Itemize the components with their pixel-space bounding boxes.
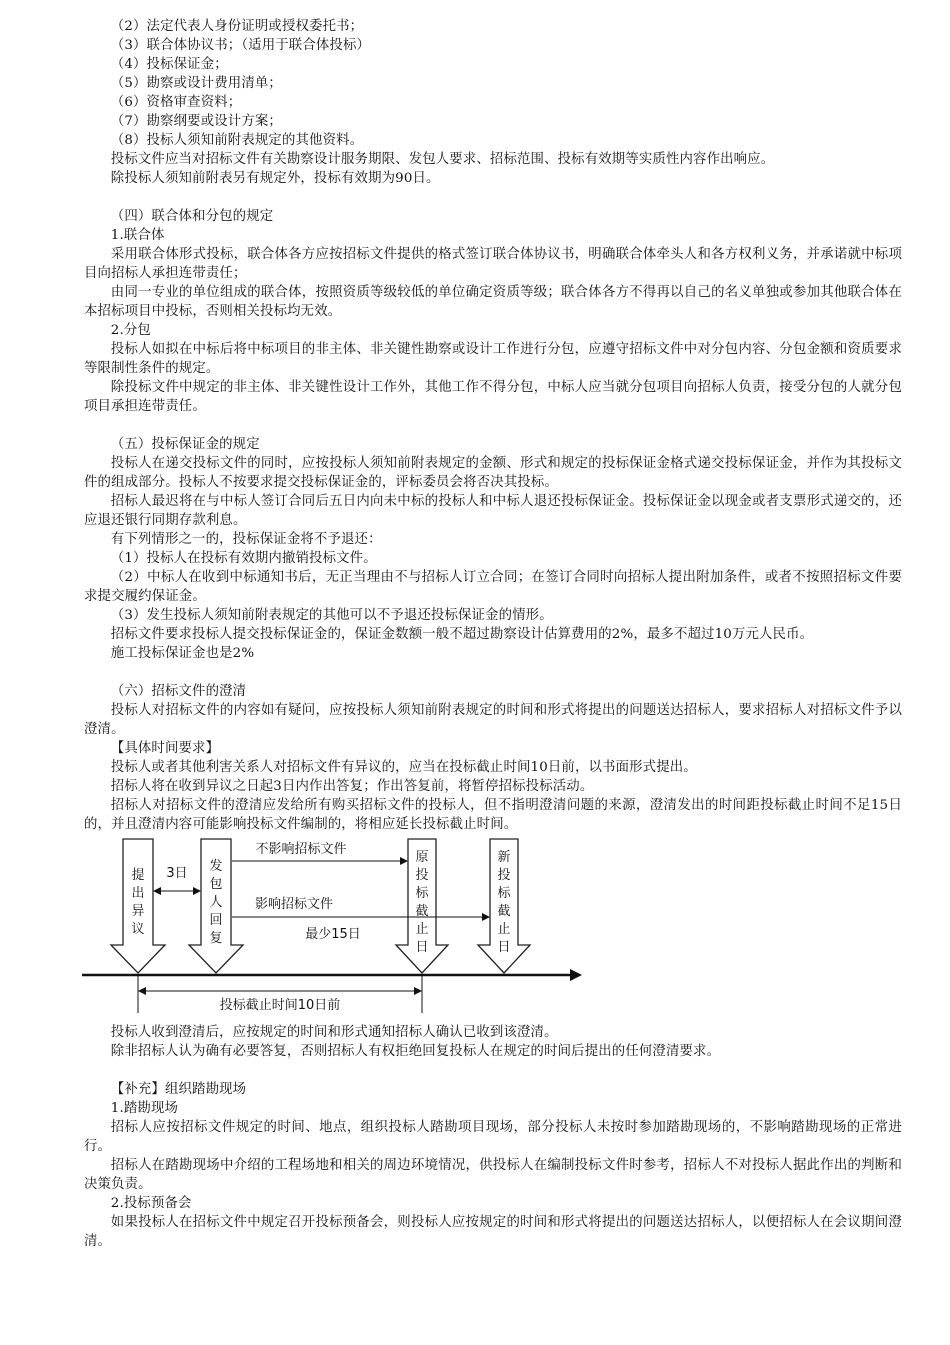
paragraph: 招标人最迟将在与中标人签订合同后五日内向未中标的投标人和中标人退还投标保证金。投标保证金以现金或者支票形式递交的，还应退还银行同期存款利息。 [84, 494, 902, 528]
paragraph: 采用联合体形式投标，联合体各方应按招标文件提供的格式签订联合体协议书，明确联合体牵头人和各方权利义务，并承诺就中标项目向招标人承担连带责任； [84, 247, 902, 281]
svg-text:截: 截 [497, 904, 511, 919]
paragraph: 招标人应按招标文件规定的时间、地点，组织投标人踏勘项目现场，部分投标人未按时参加踏勘现场的，不影响踏勘现场的正常进行。 [84, 1120, 902, 1154]
min-15-days-label: 最少15日 [305, 927, 361, 942]
effect-label: 影响招标文件 [254, 897, 334, 912]
svg-text:标: 标 [497, 886, 511, 901]
svg-text:日: 日 [415, 940, 429, 955]
svg-text:提: 提 [131, 868, 145, 883]
section-heading-5: （五）投标保证金的规定 [110, 437, 260, 452]
paragraph: 投标人或者其他利害关系人对招标文件有异议的，应当在投标截止时间10日前，以书面形式提出。 [110, 760, 697, 775]
svg-text:异: 异 [131, 904, 145, 919]
paragraph: 投标人在递交投标文件的同时，应按投标人须知前附表规定的金额、形式和规定的投标保证金格式递交投标保证金，并作为其投标文件的组成部分。投标人不按要求提交投标保证金的，评标委员会将否决其投标。 [84, 456, 902, 490]
deadline-10-days-label: 投标截止时间10日前 [219, 998, 341, 1013]
paragraph: 招标人对招标文件的澄清应发给所有购买招标文件的投标人，但不指明澄清问题的来源，澄清发出的时间距投标截止时间不足15日的，并且澄清内容可能影响投标文件编制的，将相应延长投标截止时间。 [84, 798, 902, 832]
svg-text:回: 回 [209, 913, 223, 928]
paragraph: 招标文件要求投标人提交投标保证金的，保证金数额一般不超过勘察设计估算费用的2%，最多不超过10万元人民币。 [110, 627, 814, 642]
svg-text:标: 标 [415, 886, 429, 901]
svg-text:止: 止 [497, 922, 511, 937]
paragraph: 有下列情形之一的，投标保证金将不予退还： [110, 532, 382, 547]
paragraph: 投标文件应当对招标文件有关勘察设计服务期限、发包人要求、招标范围、投标有效期等实质性内容作出响应。 [110, 152, 775, 167]
list-item: （3）发生投标人须知前附表规定的其他可以不予退还投标保证金的情形。 [110, 608, 553, 623]
paragraph: 如果投标人在招标文件中规定召开投标预备会，则投标人应按规定的时间和形式将提出的问题送达招标人，以便招标人在会议期间澄清。 [84, 1215, 902, 1249]
timeline-arrowhead [570, 969, 582, 981]
svg-text:议: 议 [131, 922, 145, 937]
list-item: （2）中标人在收到中标通知书后，无正当理由不与招标人订立合同；在签订合同时向招标人提出附加条件，或者不按照招标文件要求提交履约保证金。 [84, 570, 902, 604]
paragraph: 由同一专业的单位组成的联合体，按照资质等级较低的单位确定资质等级；联合体各方不得再以自己的名义单独或参加其他联合体在本招标项目中投标，否则相关投标均无效。 [84, 285, 902, 319]
svg-text:人: 人 [209, 895, 223, 910]
list-item: （1）投标人在投标有效期内撤销投标文件。 [110, 551, 377, 566]
list-item: （5）勘察或设计费用清单； [110, 76, 282, 91]
paragraph: 投标人如拟在中标后将中标项目的非主体、非关键性勘察或设计工作进行分包，应遵守招标文件中对分包内容、分包金额和资质要求等限制性条件的规定。 [84, 342, 902, 376]
paragraph: 招标人在踏勘现场中介绍的工程场地和相关的周边环境情况，供投标人在编制投标文件时参考，招标人不对投标人据此作出的判断和决策负责。 [84, 1158, 902, 1192]
three-day-label: 3日 [166, 866, 188, 881]
svg-text:发: 发 [209, 859, 223, 874]
paragraph: 施工投标保证金也是2% [110, 646, 255, 661]
supplement-heading: 【补充】组织踏勘现场 [110, 1082, 247, 1097]
svg-text:原: 原 [415, 850, 429, 865]
section-heading-4: （四）联合体和分包的规定 [110, 209, 274, 224]
list-item: （8）投标人须知前附表规定的其他资料。 [110, 133, 364, 148]
paragraph: 除投标文件中规定的非主体、非关键性设计工作外，其他工作不得分包，中标人应当就分包项目向招标人负责，接受分包的人就分包项目承担连带责任。 [84, 380, 902, 414]
list-item: （6）资格审查资料； [110, 95, 242, 110]
svg-text:复: 复 [209, 931, 223, 946]
time-requirement-tag: 【具体时间要求】 [110, 741, 220, 756]
list-item: （2）法定代表人身份证明或授权委托书； [110, 19, 364, 34]
reply-label [209, 859, 222, 946]
svg-text:日: 日 [497, 940, 511, 955]
svg-text:出: 出 [131, 886, 145, 901]
subheading: 2.分包 [110, 323, 151, 338]
svg-text:截: 截 [415, 904, 429, 919]
svg-text:止: 止 [415, 922, 429, 937]
svg-text:投: 投 [497, 868, 511, 883]
section-heading-6: （六）招标文件的澄清 [110, 684, 247, 699]
no-effect-label: 不影响招标文件 [255, 842, 347, 857]
svg-text:投: 投 [415, 868, 429, 883]
list-item: （3）联合体协议书；（适用于联合体投标） [110, 38, 371, 53]
subheading: 2.投标预备会 [110, 1196, 192, 1211]
paragraph: 投标人对招标文件的内容如有疑问，应按投标人须知前附表规定的时间和形式将提出的问题送达招标人，要求招标人对招标文件予以澄清。 [84, 703, 902, 737]
svg-text:包: 包 [209, 877, 223, 892]
list-item: （4）投标保证金； [110, 57, 228, 72]
paragraph: 除非招标人认为确有必要答复，否则招标人有权拒绝回复投标人在规定的时间后提出的任何澄清要求。 [110, 1044, 721, 1059]
paragraph: 投标人收到澄清后，应按规定的时间和形式通知招标人确认已收到该澄清。 [110, 1025, 558, 1040]
paragraph: 除投标人须知前附表另有规定外，投标有效期为90日。 [110, 171, 440, 186]
list-item: （7）勘察纲要或设计方案； [110, 114, 282, 129]
paragraph: 招标人将在收到异议之日起3日内作出答复；作出答复前，将暂停招标投标活动。 [110, 779, 594, 794]
subheading: 1.踏勘现场 [110, 1101, 179, 1116]
document-page [84, 17, 902, 1251]
svg-text:新: 新 [497, 850, 511, 865]
subheading: 1.联合体 [110, 228, 165, 243]
clarification-timeline-diagram [84, 837, 902, 1021]
